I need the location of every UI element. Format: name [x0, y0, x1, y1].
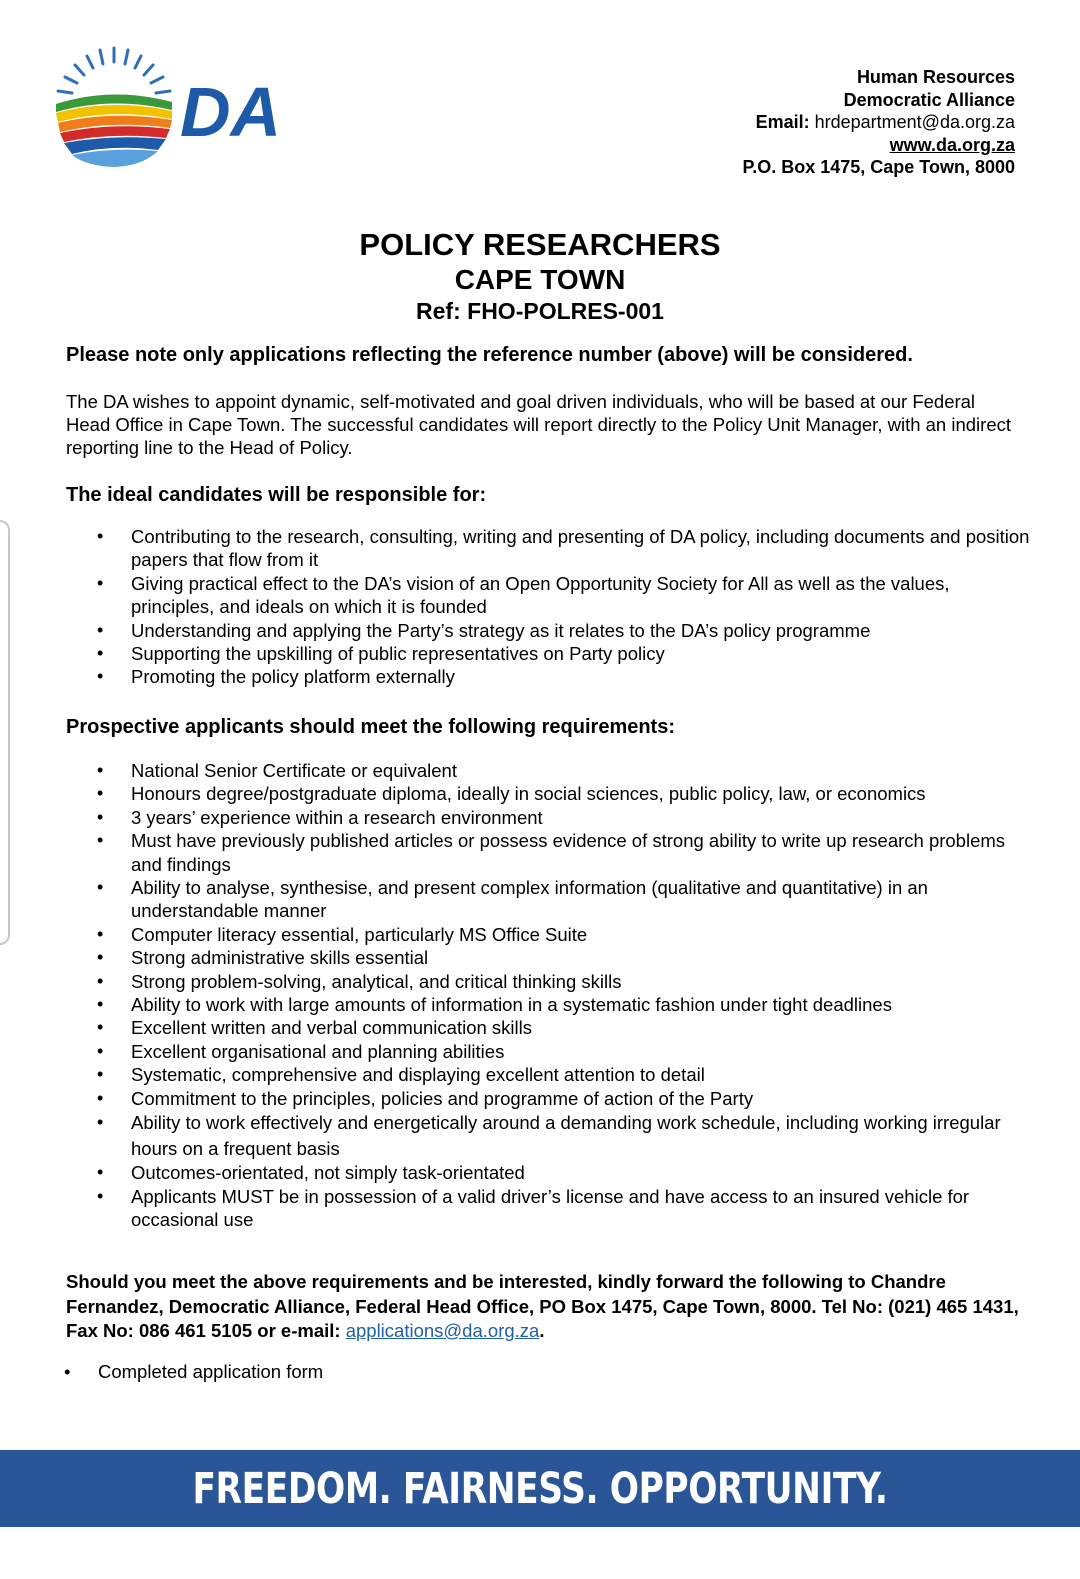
list-item: • Completed application form: [0, 1360, 323, 1383]
instructions-end: .: [539, 1320, 545, 1341]
instructions-text: Should you meet the above requirements and be interested, kindly forward the following to Chandre Fernandez, Democratic Alliance, Federal Head Office, PO Box 1475, Cape Town, 8000. Tel No: (021) 465 1431, Fax No: 086 461 5105 or e-mail:: [66, 1271, 1019, 1341]
list-item: • Promoting the policy platform externally: [0, 665, 1030, 688]
application-instructions: [66, 1270, 1026, 1344]
list-item: • Applicants MUST be in possession of a valid driver’s license and have access to an insured vehicle for occasional use: [0, 1185, 1030, 1232]
list-item: • Ability to analyse, synthesise, and present complex information (qualitative and quantitative) in an understandable manner: [0, 876, 1030, 923]
list-item: • Contributing to the research, consulting, writing and presenting of DA policy, including documents and position papers that flow from it: [0, 525, 1030, 572]
position-title: POLICY RESEARCHERS: [359, 227, 721, 262]
list-item: • Commitment to the principles, policies and programme of action of the Party: [0, 1087, 1030, 1110]
list-item: • Ability to work effectively and energetically around a demanding work schedule, including working irregular hours on a frequent basis: [0, 1110, 1030, 1161]
reference-number: Ref: FHO-POLRES-001: [416, 298, 664, 324]
responsibilities-list: [0, 525, 1030, 689]
title-block: [0, 226, 1080, 327]
list-item: • Systematic, comprehensive and displaying excellent attention to detail: [0, 1063, 1030, 1086]
contact-block: [743, 66, 1015, 179]
list-item: • National Senior Certificate or equivalent: [0, 759, 1030, 782]
requirements-heading: Prospective applicants should meet the following requirements:: [66, 716, 676, 738]
intro-paragraph: The DA wishes to appoint dynamic, self-motivated and goal driven individuals, who will be based at our Federal Head Office in Cape Town. The successful candidates will report directly to the Policy Unit Manager, with an indirect reporting line to the Head of Policy.: [66, 391, 1011, 459]
sun-rays-icon: [58, 48, 170, 93]
list-item: • 3 years’ experience within a research environment: [0, 806, 1030, 829]
list-item: • Computer literacy essential, particularly MS Office Suite: [0, 923, 1030, 946]
email-line: [743, 111, 1015, 134]
list-item: • Supporting the upskilling of public representatives on Party policy: [0, 642, 1030, 665]
side-edge-tab: [0, 520, 10, 945]
requirements-list: [0, 759, 1030, 1231]
list-item: • Strong administrative skills essential: [0, 946, 1030, 969]
list-item: • Ability to work with large amounts of information in a systematic fashion under tight deadlines: [0, 993, 1030, 1016]
responsibilities-heading: The ideal candidates will be responsible for:: [66, 484, 487, 506]
organisation: Democratic Alliance: [843, 89, 1015, 110]
list-item: • Honours degree/postgraduate diploma, ideally in social sciences, public policy, law, or economics: [0, 782, 1030, 805]
list-item: • Outcomes-orientated, not simply task-orientated: [0, 1161, 1030, 1184]
reference-notice: Please note only applications reflecting the reference number (above) will be considered.: [66, 344, 913, 366]
email-label: Email:: [755, 112, 810, 132]
applications-email-link[interactable]: applications@da.org.za: [345, 1320, 540, 1341]
logo-wordmark: DA: [180, 73, 282, 151]
documents-list: [0, 1360, 323, 1383]
list-item: • Strong problem-solving, analytical, and critical thinking skills: [0, 970, 1030, 993]
hr-email[interactable]: hrdepartment@da.org.za: [814, 112, 1015, 132]
department: Human Resources: [856, 67, 1015, 87]
list-item: • Must have previously published articles or possess evidence of strong ability to write up research problems and findings: [0, 829, 1030, 876]
footer-slogan: FREEDOM. FAIRNESS. OPPORTUNITY. DIVERSITY.: [192, 1464, 888, 1574]
website-link[interactable]: www.da.org.za: [889, 134, 1015, 155]
list-item: • Excellent organisational and planning abilities: [0, 1040, 1030, 1063]
list-item: • Excellent written and verbal communication skills: [0, 1016, 1030, 1039]
list-item: • Understanding and applying the Party’s strategy as it relates to the DA’s policy programme: [0, 619, 1030, 642]
list-item: • Giving practical effect to the DA’s vision of an Open Opportunity Society for All as well as the values, principles, and ideals on which it is founded: [0, 572, 1030, 619]
rainbow-bands-icon: [56, 94, 172, 167]
location-title: CAPE TOWN: [454, 264, 626, 295]
da-logo: [52, 46, 322, 170]
postal-address: P.O. Box 1475, Cape Town, 8000: [742, 157, 1015, 177]
